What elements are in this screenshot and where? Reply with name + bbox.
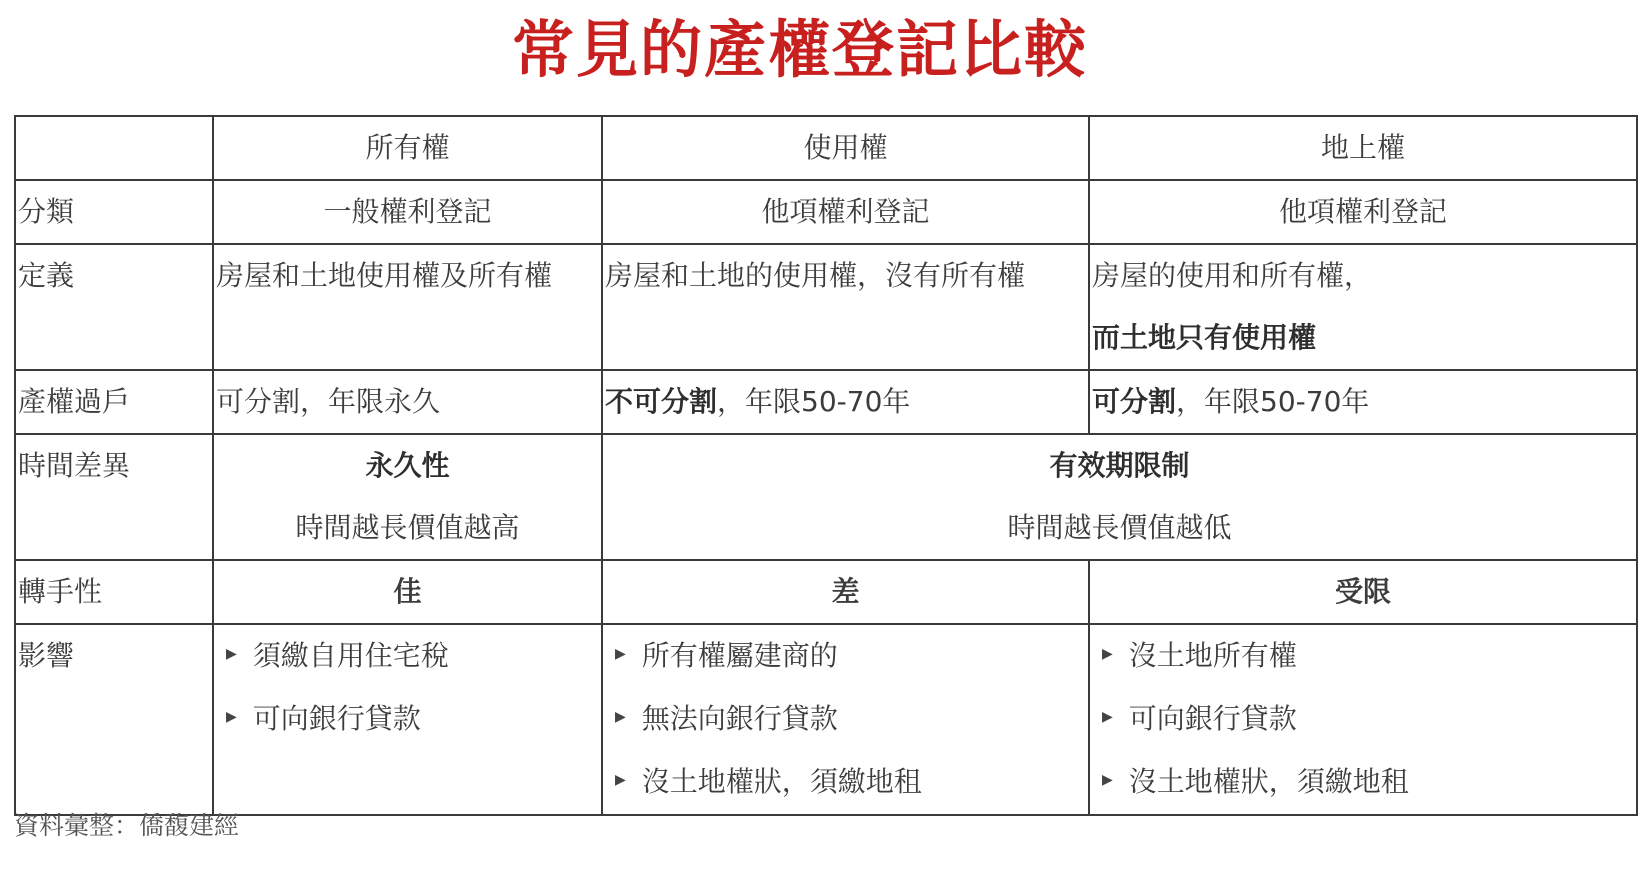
impact-ownership-list: [214, 625, 601, 751]
triangle-right-icon: ▶: [1102, 772, 1113, 788]
triangle-right-icon: ▶: [615, 709, 626, 725]
list-item-text: 所有權屬建商的: [641, 639, 838, 672]
list-item: [1102, 751, 1636, 814]
time-others-bold: 有效期限制: [1049, 449, 1190, 482]
transfer-usage: [602, 370, 1089, 434]
triangle-right-icon: ▶: [1102, 646, 1113, 662]
table-row-classification: [15, 180, 1637, 244]
transfer-ownership: 可分割，年限永久: [213, 370, 602, 434]
list-item-text: 可向銀行貸款: [1128, 702, 1297, 735]
list-item-text: 可向銀行貸款: [252, 702, 421, 735]
table-row-transfer: [15, 370, 1637, 434]
triangle-right-icon: ▶: [1102, 709, 1113, 725]
definition-usage: 房屋和土地的使用權，沒有所有權: [602, 244, 1089, 370]
transfer-usage-bold: 不可分割: [605, 385, 718, 418]
page-title: 常見的產權登記比較: [511, 13, 1088, 86]
table-row-impact: [15, 624, 1637, 815]
header-empty-cell: [15, 116, 213, 180]
classification-ownership: 一般權利登記: [213, 180, 602, 244]
list-item: [615, 688, 1088, 751]
list-item-text: 沒土地所有權: [1128, 639, 1297, 672]
row-label-classification: 分類: [15, 180, 213, 244]
triangle-right-icon: ▶: [226, 709, 237, 725]
liquidity-surface: 受限: [1089, 560, 1637, 624]
time-ownership: [213, 434, 602, 560]
table-header-row: [15, 116, 1637, 180]
definition-surface: [1089, 244, 1637, 370]
definition-ownership: 房屋和土地使用權及所有權: [213, 244, 602, 370]
transfer-surface: [1089, 370, 1637, 434]
header-ownership: 所有權: [213, 116, 602, 180]
transfer-usage-rest: ，年限50-70年: [717, 385, 911, 418]
list-item: [1102, 688, 1636, 751]
comparison-table: [14, 115, 1638, 816]
header-usage-right: 使用權: [602, 116, 1089, 180]
transfer-surface-rest: ，年限50-70年: [1176, 385, 1370, 418]
row-label-liquidity: 轉手性: [15, 560, 213, 624]
liquidity-usage: 差: [602, 560, 1089, 624]
list-item-text: 沒土地權狀，須繳地租: [641, 765, 922, 798]
impact-usage: [602, 624, 1089, 815]
time-others-note: 時間越長價值越低: [1007, 511, 1232, 544]
header-surface-right: 地上權: [1089, 116, 1637, 180]
triangle-right-icon: ▶: [615, 646, 626, 662]
time-ownership-bold: 永久性: [365, 449, 450, 482]
list-item-text: 沒土地權狀，須繳地租: [1128, 765, 1409, 798]
time-ownership-note: 時間越長價值越高: [295, 511, 520, 544]
triangle-right-icon: ▶: [615, 772, 626, 788]
row-label-impact: 影響: [15, 624, 213, 815]
list-item-text: 須繳自用住宅稅: [252, 639, 449, 672]
classification-usage: 他項權利登記: [602, 180, 1089, 244]
table-row-time: [15, 434, 1637, 560]
time-others: [602, 434, 1637, 560]
source-note: 資料彙整：僑馥建經: [14, 811, 240, 840]
definition-surface-line2: 而土地只有使用權: [1092, 321, 1317, 354]
transfer-surface-bold: 可分割: [1092, 385, 1177, 418]
row-label-time: 時間差異: [15, 434, 213, 560]
row-label-definition: 定義: [15, 244, 213, 370]
impact-usage-list: [603, 625, 1088, 814]
list-item: [226, 688, 601, 751]
impact-ownership: [213, 624, 602, 815]
liquidity-ownership: 佳: [213, 560, 602, 624]
list-item: [226, 625, 601, 688]
list-item-text: 無法向銀行貸款: [641, 702, 838, 735]
definition-surface-line1: 房屋的使用和所有權，: [1092, 259, 1373, 292]
row-label-transfer: 產權過戶: [15, 370, 213, 434]
list-item: [1102, 625, 1636, 688]
classification-surface: 他項權利登記: [1089, 180, 1637, 244]
triangle-right-icon: ▶: [226, 646, 237, 662]
list-item: [615, 751, 1088, 814]
table-row-liquidity: [15, 560, 1637, 624]
list-item: [615, 625, 1088, 688]
impact-surface-list: [1090, 625, 1636, 814]
table-row-definition: [15, 244, 1637, 370]
impact-surface: [1089, 624, 1637, 815]
